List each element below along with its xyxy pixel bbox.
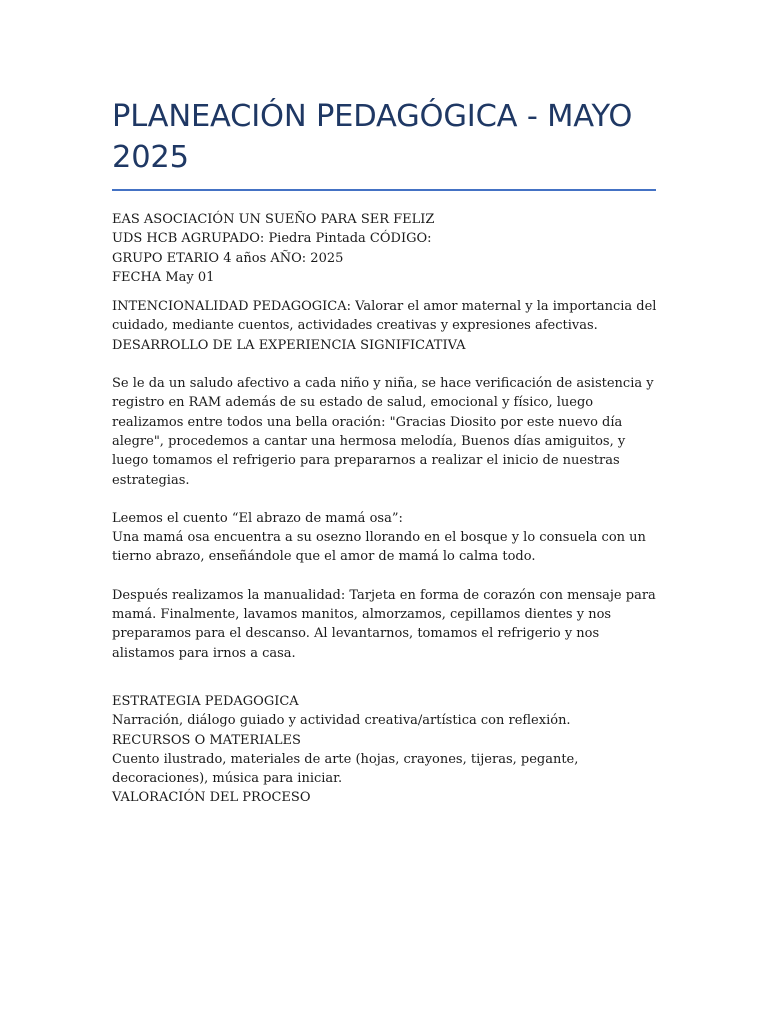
grupo-etario-line: GRUPO ETARIO 4 años AÑO: 2025 — [112, 250, 344, 266]
spacer — [112, 567, 660, 586]
estrategia-text: Narración, diálogo guiado y actividad creativa/artística con reflexión. — [112, 713, 571, 729]
manualidad-paragraph: Después realizamos la manualidad: Tarjeta en forma de corazón con mensaje para mamá. Finalmente, lavamos manitos, almorzamos, cepillamos dientes y nos preparamos para el descanso. Al levantarnos, tomamos el refrigerio y nos alistamos para irnos a casa. — [112, 587, 656, 661]
institution-line: EAS ASOCIACIÓN UN SUEÑO PARA SER FELIZ — [112, 212, 435, 227]
valoracion-heading: VALORACIÓN DEL PROCESO — [112, 790, 311, 806]
document-title: PLANEACIÓN PEDAGÓGICA - MAYO 2025 — [112, 99, 633, 175]
cuento-intro: Leemos el cuento “El abrazo de mamá osa”: — [112, 510, 403, 526]
spacer — [112, 355, 660, 374]
fecha-line: FECHA May 01 — [112, 269, 215, 285]
cuento-text: Una mamá osa encuentra a su osezno llorando en el bosque y lo consuela con un tierno abrazo, enseñándole que el amor de mamá lo calma todo. — [112, 530, 646, 565]
estrategia-heading: ESTRATEGIA PEDAGOGICA — [112, 693, 299, 709]
uds-line: UDS HCB AGRUPADO: Piedra Pintada CÓDIGO: — [112, 231, 432, 247]
spacer — [112, 490, 660, 509]
spacer — [112, 663, 660, 692]
desarrollo-paragraph: Se le da un saludo afectivo a cada niño y niña, se hace verificación de asistencia y registro en RAM además de su estado de salud, emocional y físico, luego realizamos entre todos una bella oración: "Gracias Diosito por este nuevo día alegre", procedemos a cantar una hermosa melodía, Buenos días amiguitos, y luego tomamos el refrigerio para prepararnos a realizar el inicio de nuestras estrategias. — [112, 376, 654, 488]
recursos-heading: RECURSOS O MATERIALES — [112, 732, 301, 748]
intencionalidad-paragraph: INTENCIONALIDAD PEDAGOGICA: Valorar el amor maternal y la importancia del cuidado, mediante cuentos, actividades creativas y expresiones afectivas. — [112, 299, 657, 334]
recursos-text: Cuento ilustrado, materiales de arte (hojas, crayones, tijeras, pegante, decoraciones), música para iniciar. — [112, 751, 579, 787]
header-info — [112, 210, 660, 287]
title-divider — [112, 189, 656, 191]
desarrollo-heading: DESARROLLO DE LA EXPERIENCIA SIGNIFICATIVA — [112, 337, 466, 353]
document-body — [112, 210, 660, 808]
